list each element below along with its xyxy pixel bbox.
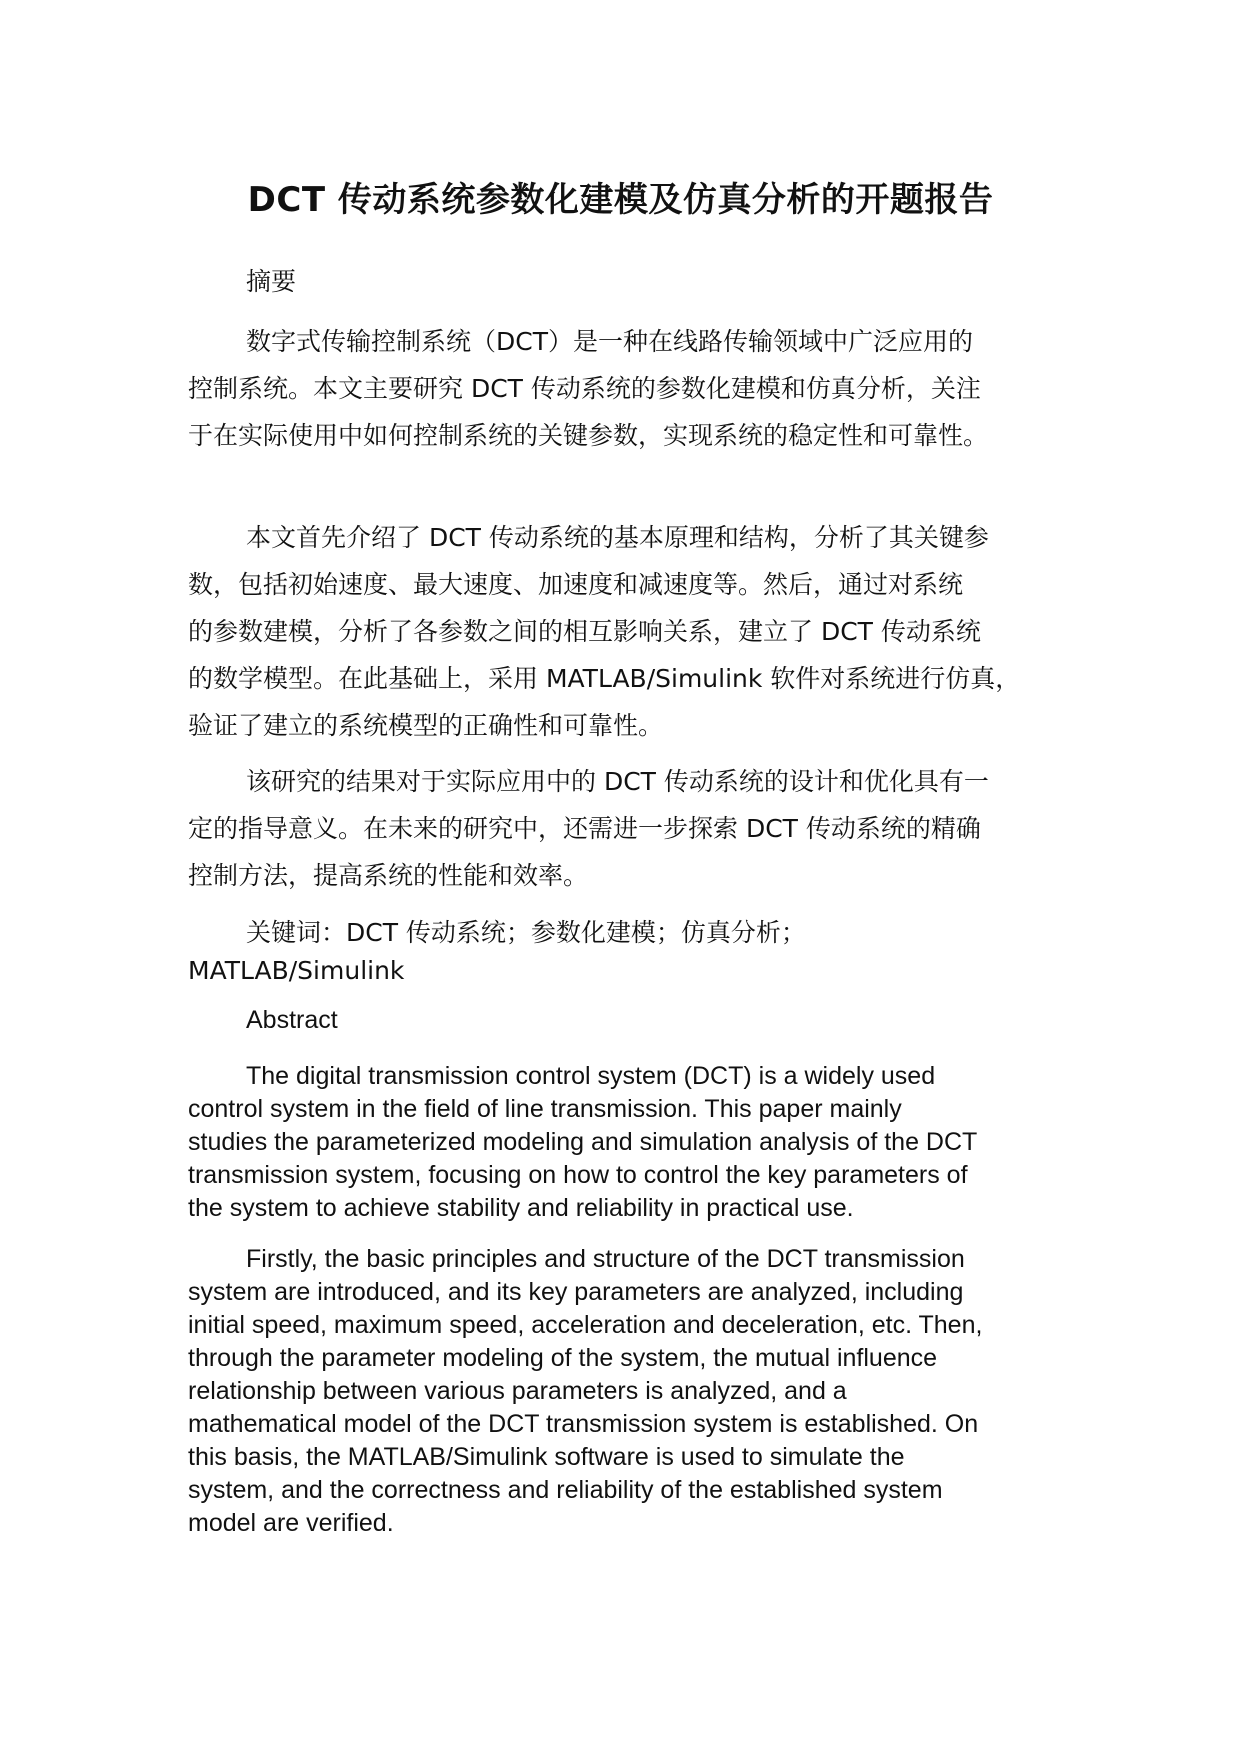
text-line: 于在实际使用中如何控制系统的关键参数，实现系统的稳定性和可靠性。 bbox=[188, 421, 989, 450]
keywords-line: 关键词：DCT 传动系统；参数化建模；仿真分析； bbox=[246, 918, 806, 947]
abstract-en-heading: Abstract bbox=[246, 1006, 338, 1034]
document-title: DCT 传动系统参数化建模及仿真分析的开题报告 bbox=[247, 180, 994, 220]
text-line: system are introduced, and its key parameters are analyzed, including bbox=[188, 1278, 964, 1306]
keywords-cn bbox=[188, 914, 1088, 990]
text-line: 控制系统。本文主要研究 DCT 传动系统的参数化建模和仿真分析，关注 bbox=[188, 374, 981, 403]
text-line: through the parameter modeling of the system, the mutual influence bbox=[188, 1344, 938, 1372]
text-line: initial speed, maximum speed, acceleration and deceleration, etc. Then, bbox=[188, 1311, 983, 1339]
text-line: 定的指导意义。在未来的研究中，还需进一步探索 DCT 传动系统的精确 bbox=[188, 814, 981, 843]
abstract-cn-paragraph-3 bbox=[188, 758, 1088, 899]
text-line: 本文首先介绍了 DCT 传动系统的基本原理和结构，分析了其关键参 bbox=[246, 523, 989, 552]
abstract-en-paragraph-1 bbox=[188, 1060, 1068, 1225]
text-line: 该研究的结果对于实际应用中的 DCT 传动系统的设计和优化具有一 bbox=[246, 767, 989, 796]
abstract-cn-heading: 摘要 bbox=[246, 267, 297, 296]
text-line: model are verified. bbox=[188, 1509, 394, 1537]
text-line: 控制方法，提高系统的性能和效率。 bbox=[188, 861, 589, 890]
text-line: mathematical model of the DCT transmission system is established. On bbox=[188, 1410, 979, 1438]
text-line: the system to achieve stability and reliability in practical use. bbox=[188, 1194, 854, 1222]
text-line: 的参数建模，分析了各参数之间的相互影响关系，建立了 DCT 传动系统 bbox=[188, 617, 981, 646]
text-line: 的数学模型。在此基础上，采用 MATLAB/Simulink 软件对系统进行仿真， bbox=[188, 664, 1021, 693]
text-line: 数，包括初始速度、最大速度、加速度和减速度等。然后，通过对系统 bbox=[188, 570, 964, 599]
text-line: control system in the field of line transmission. This paper mainly bbox=[188, 1095, 902, 1123]
abstract-en-paragraph-2 bbox=[188, 1243, 1068, 1540]
text-line: Firstly, the basic principles and structure of the DCT transmission bbox=[246, 1245, 965, 1273]
text-line: relationship between various parameters is analyzed, and a bbox=[188, 1377, 847, 1405]
text-line: transmission system, focusing on how to control the key parameters of bbox=[188, 1161, 968, 1189]
abstract-cn-paragraph-2 bbox=[188, 514, 1088, 749]
text-line: this basis, the MATLAB/Simulink software is used to simulate the bbox=[188, 1443, 905, 1471]
text-line: system, and the correctness and reliability of the established system bbox=[188, 1476, 943, 1504]
text-line: 验证了建立的系统模型的正确性和可靠性。 bbox=[188, 711, 664, 740]
keywords-line: MATLAB/Simulink bbox=[188, 956, 405, 985]
text-line: 数字式传输控制系统（DCT）是一种在线路传输领域中广泛应用的 bbox=[246, 327, 973, 356]
text-line: studies the parameterized modeling and simulation analysis of the DCT bbox=[188, 1128, 978, 1156]
abstract-cn-paragraph-1 bbox=[188, 318, 1088, 459]
text-line: The digital transmission control system (DCT) is a widely used bbox=[246, 1062, 936, 1090]
